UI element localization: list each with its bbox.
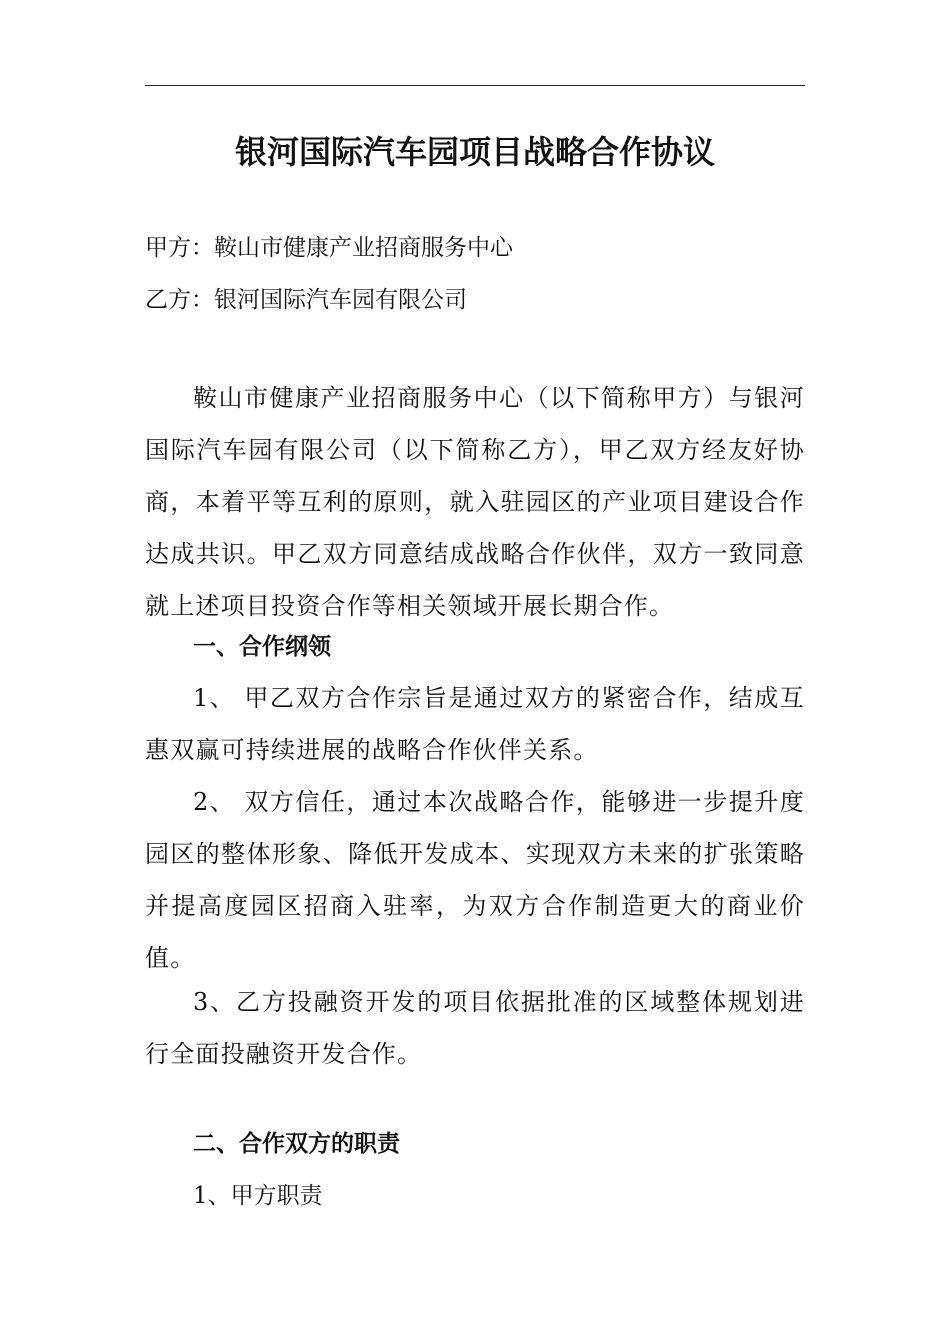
principle-item-3: 3、乙方投融资开发的项目依据批准的区域整体规划进行全面投融资开发合作。 [145,988,805,1068]
principle-item-2: 2、 双方信任，通过本次战略合作，能够进一步提升度园区的整体形象、降低开发成本、实现双方未来的扩张策略并提高度园区招商入驻率，为双方合作制造更大的商业价值。 [145,788,805,972]
intro-paragraph: 鞍山市健康产业招商服务中心（以下简称甲方）与银河国际汽车园有限公司（以下简称乙方），甲乙双方经友好协商，本着平等互利的原则，就入驻园区的产业项目建设合作达成共识。甲乙双方同意结成战略合作伙伴，双方一致同意就上述项目投资合作等相关领域开展长期合作。 [145,384,805,620]
section-heading-cooperation-principles: 一、合作纲领 [193,634,331,660]
document-title: 银河国际汽车园项目战略合作协议 [234,133,715,171]
section-heading-responsibilities: 二、合作双方的职责 [193,1131,400,1157]
sub-heading-party-a-duties: 1、甲方职责 [193,1183,323,1209]
header-rule [145,85,805,86]
party-b: 乙方：银河国际汽车园有限公司 [145,287,467,313]
party-a: 甲方：鞍山市健康产业招商服务中心 [145,235,513,261]
principle-item-1: 1、 甲乙双方合作宗旨是通过双方的紧密合作，结成互惠双赢可持续进展的战略合作伙伴关系。 [145,684,805,764]
